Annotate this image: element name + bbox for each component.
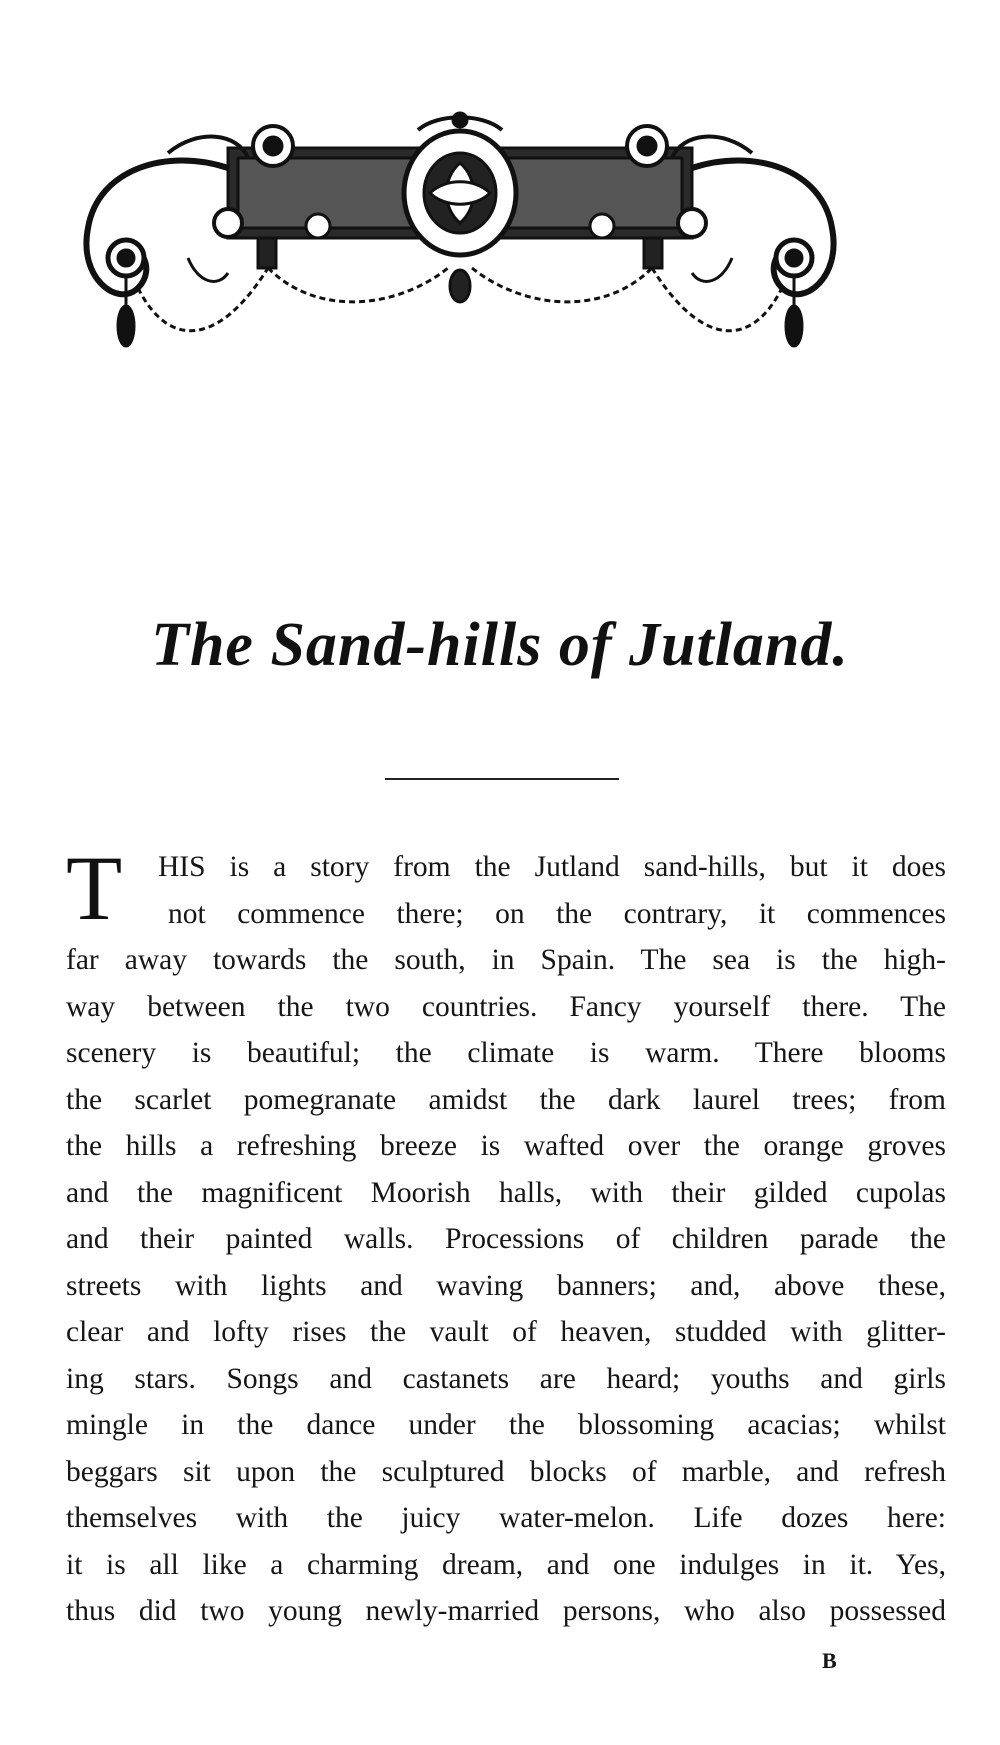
text-line: clear and lofty rises the vault of heaven, studded with glitter- <box>66 1316 946 1348</box>
title-divider <box>385 778 619 780</box>
text-line: HIS is a story from the Jutland sand-hills, but it does <box>158 851 946 883</box>
text-line: themselves with the juicy water-melon. Life dozes here: <box>66 1502 946 1534</box>
signature-mark: B <box>822 1648 838 1673</box>
text-line: and their painted walls. Processions of children parade the <box>66 1223 946 1255</box>
text-line: beggars sit upon the sculptured blocks of marble, and refresh <box>66 1455 946 1488</box>
text-line: ing stars. Songs and castanets are heard; youths and girls <box>66 1362 946 1395</box>
text-line: streets with lights and waving banners; and, above these, <box>66 1269 946 1302</box>
text-line: way between the two countries. Fancy yourself there. The <box>66 990 946 1023</box>
text-line: and the magnificent Moorish halls, with their gilded cupolas <box>66 1176 946 1209</box>
story-text <box>66 837 946 1635</box>
ornamental-headpiece <box>78 108 842 368</box>
text-line: scenery is beautiful; the climate is warm. There blooms <box>66 1037 946 1069</box>
text-line: the hills a refreshing breeze is wafted over the orange groves <box>66 1130 946 1162</box>
text-line: far away towards the south, in Spain. The sea is the high- <box>66 944 946 976</box>
text-line: it is all like a charming dream, and one indulges in it. Yes, <box>66 1548 946 1581</box>
page-title: The Sand-hills of Jutland. <box>151 611 849 679</box>
text-line: the scarlet pomegranate amidst the dark laurel trees; from <box>66 1083 946 1116</box>
drop-cap: T <box>66 837 123 939</box>
text-line: thus did two young newly-married persons, who also possessed <box>66 1595 946 1627</box>
text-line: mingle in the dance under the blossoming acacias; whilst <box>66 1409 946 1441</box>
text-line: not commence there; on the contrary, it commences <box>168 897 946 930</box>
